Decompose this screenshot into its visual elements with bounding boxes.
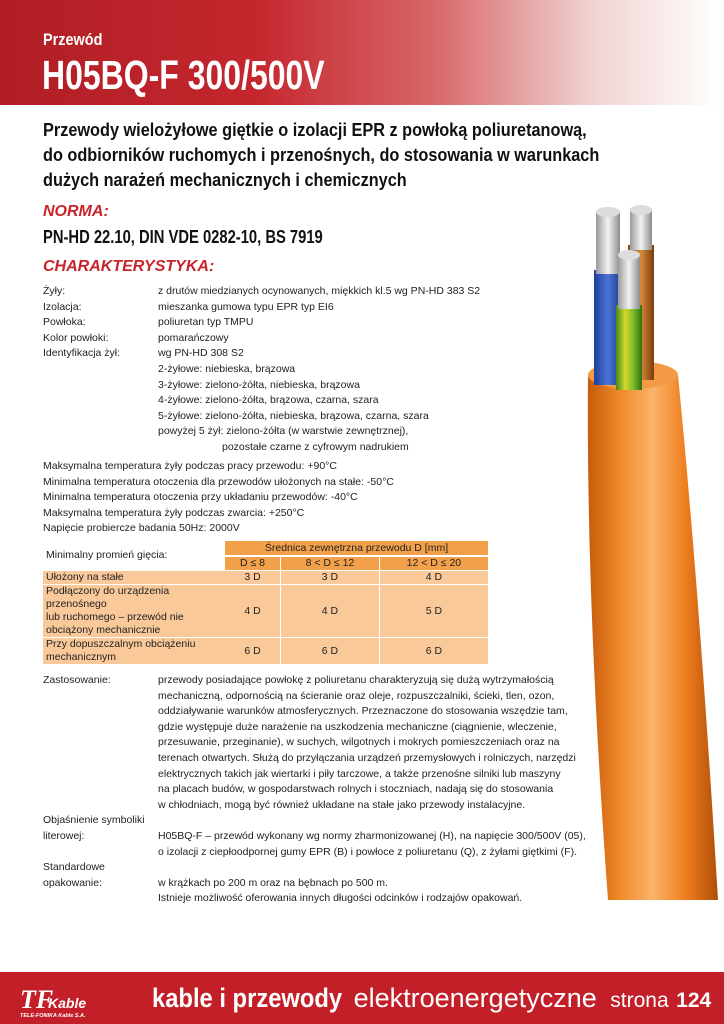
spec-row (43, 424, 523, 440)
intro-line: do odbiorników ruchomych i przenośnych, do stosowania w warunkach (43, 144, 600, 165)
packaging-label-line: opakowanie: (43, 876, 102, 889)
norma-heading: NORMA: (43, 203, 109, 220)
table-cell: 4 D (379, 571, 488, 584)
spec-row (43, 440, 523, 456)
packaging-row (43, 860, 563, 907)
temperature-item: Minimalna temperatura otoczenia przy układaniu przewodów: -40°C (43, 491, 358, 504)
bending-radius-table (43, 540, 488, 665)
row-label-line: lub ruchomego – przewód nie (46, 611, 184, 623)
table-row-label (43, 571, 225, 584)
usage-label: Zastosowanie: (43, 674, 111, 686)
table-header-row (43, 541, 488, 555)
packaging-text (158, 860, 522, 907)
spec-value: 2-żyłowe: niebieska, brązowa (158, 362, 296, 375)
spec-row (43, 284, 523, 300)
usage-row (43, 673, 576, 813)
usage-section (43, 673, 586, 907)
usage-line: gdzie występuje duże narażenie na uszkodzenia mechaniczne (ciągnienie, wleczenie, (158, 720, 557, 733)
footer-title (152, 983, 711, 1014)
table-row-label (43, 638, 225, 664)
table-column-header: 12 < D ≤ 20 (379, 556, 488, 570)
spec-row (43, 362, 523, 378)
spec-label: Powłoka: (43, 316, 86, 329)
spec-value: 5-żyłowe: zielono-żółta, niebieska, brązowa, czarna, szara (158, 409, 429, 422)
cable-image (560, 200, 724, 910)
spec-label (43, 409, 158, 425)
spec-row (43, 346, 523, 362)
packaging-label-line: Standardowe (43, 861, 105, 874)
usage-text (158, 673, 576, 813)
table-row-header: Minimalny promień gięcia: (43, 541, 225, 570)
temperature-item: Maksymalna temperatura żyły podczas pracy przewodu: +90°C (43, 460, 337, 472)
spec-value: poliuretan typ TMPU (158, 316, 254, 329)
table-cell: 3 D (280, 571, 379, 584)
logo-sub: TELE-FONIKA Kable S.A. (20, 1013, 86, 1019)
specs-list (43, 284, 523, 456)
cable-sheath (588, 375, 718, 900)
temperature-list (43, 459, 523, 537)
usage-line: w chłodniach, mogą być również układane na stałe jako przewody instalacyjne. (158, 798, 526, 811)
spec-label: Identyfikacja żył: (43, 347, 121, 360)
symbols-line: H05BQ-F – przewód wykonany wg normy zharmonizowanej (H), na napięcie 300/500V (05), (158, 829, 586, 842)
spec-row (43, 300, 523, 316)
temperature-item: Napięcie probiercze badania 50Hz: 2000V (43, 522, 240, 535)
logo-main: TF (20, 985, 54, 1014)
symbols-label-line: literowej: (43, 829, 85, 842)
row-label-line: obciążony mechanicznie (46, 624, 161, 636)
table-row (43, 571, 488, 584)
characteristics-heading: CHARAKTERYSTYKA: (43, 258, 215, 275)
temperature-item: Minimalna temperatura otoczenia dla przewodów ułożonych na stałe: -50°C (43, 475, 394, 488)
intro-line: dużych narażeń mechanicznych i chemicznych (43, 169, 407, 190)
usage-line: oddziaływanie warunków atmosferycznych. Przeznaczone do stosowania wszędzie tam, (158, 705, 568, 718)
spec-row (43, 315, 523, 331)
table-column-header: D ≤ 8 (225, 556, 280, 570)
spec-label: Kolor powłoki: (43, 331, 109, 344)
table-row (43, 585, 488, 637)
spec-label: Żyły: (43, 285, 66, 297)
table-cell: 6 D (379, 638, 488, 664)
packaging-label (43, 860, 158, 907)
intro-description (43, 117, 600, 192)
usage-line: mechaniczną, odpornością na ścieranie oraz oleje, rozpuszczalniki, ścieki, tlen, ozon, (158, 689, 555, 702)
spec-label: Izolacja: (43, 300, 82, 313)
usage-line: przesuwanie, przeginanie), w suchych, wilgotnych i mokrych pomieszczeniach oraz na (158, 736, 560, 749)
row-label-line: Przy dopuszczalnym obciążeniu (46, 638, 196, 650)
spec-label (43, 378, 158, 394)
table-cell: 4 D (280, 585, 379, 637)
usage-line: elektrycznych takich jak wiertarki i piły tarczowe, a także przenośne silniki lub maszyny (158, 767, 561, 780)
spec-value: 3-żyłowe: zielono-żółta, niebieska, brązowa (158, 378, 360, 391)
footer-title-light: elektroenergetyczne (353, 983, 597, 1013)
green-yellow-conductor (618, 255, 640, 309)
green-yellow-core (616, 305, 642, 390)
spec-label (43, 362, 158, 378)
product-category: Przewód (43, 30, 103, 49)
spec-value: pozostałe czarne z cyfrowym nadrukiem (222, 440, 409, 453)
spec-value: pomarańczowy (158, 331, 229, 344)
symbols-label (43, 813, 158, 860)
spec-label (43, 393, 158, 409)
table-row (43, 638, 488, 664)
norma-standards: PN-HD 22.10, DIN VDE 0282-10, BS 7919 (43, 227, 323, 247)
packaging-line: Istnieje możliwość oferowania innych długości odcinków i rodzajów opakowań. (158, 892, 523, 905)
blue-conductor (596, 212, 620, 274)
conductor-end (618, 250, 640, 260)
spec-label (43, 424, 158, 440)
page-number: 124 (676, 989, 712, 1012)
symbols-label-line: Objaśnienie symboliki (43, 814, 145, 827)
table-cell: 5 D (379, 585, 488, 637)
spec-value: mieszanka gumowa typu EPR typ EI6 (158, 300, 334, 313)
row-label-line: mechanicznym (46, 651, 117, 663)
tf-kable-logo (18, 982, 108, 1020)
spec-value: wg PN-HD 308 S2 (158, 347, 244, 360)
spec-value: z drutów miedzianych ocynowanych, miękkich kl.5 wg PN-HD 383 S2 (158, 285, 481, 297)
product-title: H05BQ-F 300/500V (42, 52, 325, 98)
table-column-header: 8 < D ≤ 12 (280, 556, 379, 570)
page-label: strona (610, 989, 669, 1012)
symbols-line: o izolacji z ciepłoodpornej gumy EPR (B) i powłoce z poliuretanu (Q), z żyłami giętkimi (F). (158, 845, 577, 858)
spec-row (43, 409, 523, 425)
cable-illustration (560, 200, 724, 910)
spec-value: 4-żyłowe: zielono-żółta, brązowa, czarna, szara (158, 394, 379, 407)
packaging-line: w krążkach po 200 m oraz na bębnach po 500 m. (158, 876, 388, 889)
footer-title-bold: kable i przewody (152, 983, 343, 1013)
symbols-row (43, 813, 586, 860)
brown-conductor (630, 210, 652, 250)
row-label-line: Ułożony na stałe (46, 571, 124, 583)
spec-row (43, 393, 523, 409)
symbols-text (158, 813, 586, 860)
table-cell: 6 D (280, 638, 379, 664)
spec-row (43, 331, 523, 347)
intro-line: Przewody wielożyłowe giętkie o izolacji EPR z powłoką poliuretanową, (43, 119, 587, 140)
usage-line: na placach budów, w gospodarstwach rolnych i stoczniach, nadają się do stosowania (158, 783, 554, 796)
spec-label (43, 440, 158, 456)
conductor-end (596, 207, 620, 217)
table-cell: 6 D (225, 638, 280, 664)
row-label-line: Podłączony do urządzenia przenośnego (46, 585, 170, 610)
temperature-item: Maksymalna temperatura żyły podczas zwarcia: +250°C (43, 506, 305, 519)
conductor-end (630, 205, 652, 215)
table-row-label (43, 585, 225, 637)
spec-row (43, 378, 523, 394)
usage-line: terenach otwartych. Służą do przyłączania urządzeń przemysłowych i rolniczych, narzędzi (158, 751, 576, 764)
logo-word: Kable (48, 995, 87, 1011)
spec-value: powyżej 5 żył: zielono-żółta (w warstwie zewnętrznej), (158, 425, 409, 438)
table-cell: 4 D (225, 585, 280, 637)
table-cell: 3 D (225, 571, 280, 584)
table-main-header: Średnica zewnętrzna przewodu D [mm] (225, 541, 488, 555)
usage-line: przewody posiadające powłokę z poliuretanu charakteryzują się dużą wytrzymałością (158, 674, 554, 686)
